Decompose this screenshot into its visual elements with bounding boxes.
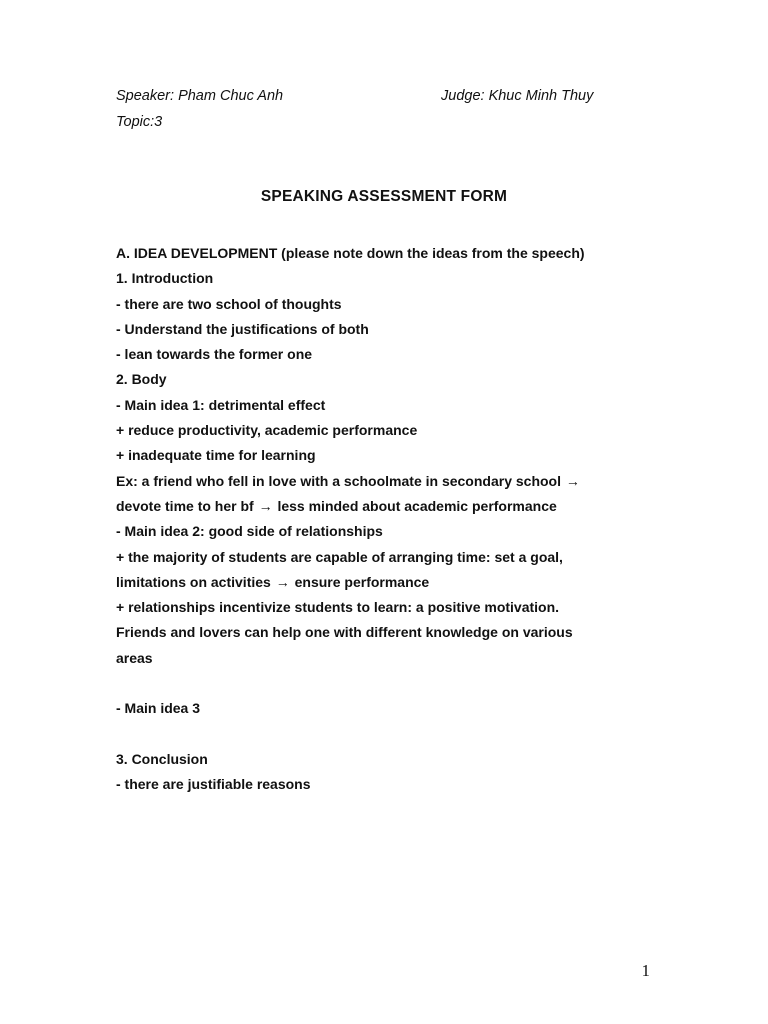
topic-label: Topic:3 [116,114,163,130]
example-text: devote time to her bf [116,497,254,514]
section-a-heading: A. IDEA DEVELOPMENT (please note down the ideas from the speech) [116,245,585,261]
arrow-right-icon: → [258,497,273,514]
main-idea-1-point: + reduce productivity, academic performance [116,422,418,439]
main-idea-2-point-continued: Friends and lovers can help one with different knowledge on various [116,624,573,641]
judge-label: Judge: Khuc Minh Thuy [441,88,594,104]
introduction-point: - lean towards the former one [116,346,313,363]
main-idea-2: - Main idea 2: good side of relationships [116,523,383,540]
point-text: limitations on activities [116,573,271,590]
introduction-point: - Understand the justifications of both [116,320,369,337]
conclusion-heading: 3. Conclusion [116,750,208,767]
conclusion-point: - there are justifiable reasons [116,776,311,793]
example-line-2 [116,494,656,519]
main-idea-2-point: + the majority of students are capable of arranging time: set a goal, [116,548,563,565]
main-idea-3: - Main idea 3 [116,700,201,717]
main-idea-1-point: + inadequate time for learning [116,447,316,464]
speaker-label: Speaker: Pham Chuc Anh [116,88,284,104]
example-text: less minded about academic performance [277,497,557,514]
blank-line [116,722,656,747]
example-text: Ex: a friend who fell in love with a schoolmate in secondary school [116,472,561,489]
page-number: 1 [641,961,650,980]
main-idea-2-point: + relationships incentivize students to learn: a positive motivation. [116,599,560,616]
main-idea-2-point-continued: areas [116,649,153,666]
introduction-heading: 1. Introduction [116,270,214,287]
main-idea-1: - Main idea 1: detrimental effect [116,396,326,413]
arrow-right-icon: → [565,472,580,489]
main-idea-2-point-continued [116,570,656,595]
body-heading: 2. Body [116,371,167,388]
form-content [116,241,656,798]
introduction-point: - there are two school of thoughts [116,295,342,312]
form-title: SPEAKING ASSESSMENT FORM [260,188,508,205]
example-line-1 [116,469,656,494]
arrow-right-icon: → [275,573,290,590]
point-text: ensure performance [294,573,430,590]
blank-line [116,671,656,696]
